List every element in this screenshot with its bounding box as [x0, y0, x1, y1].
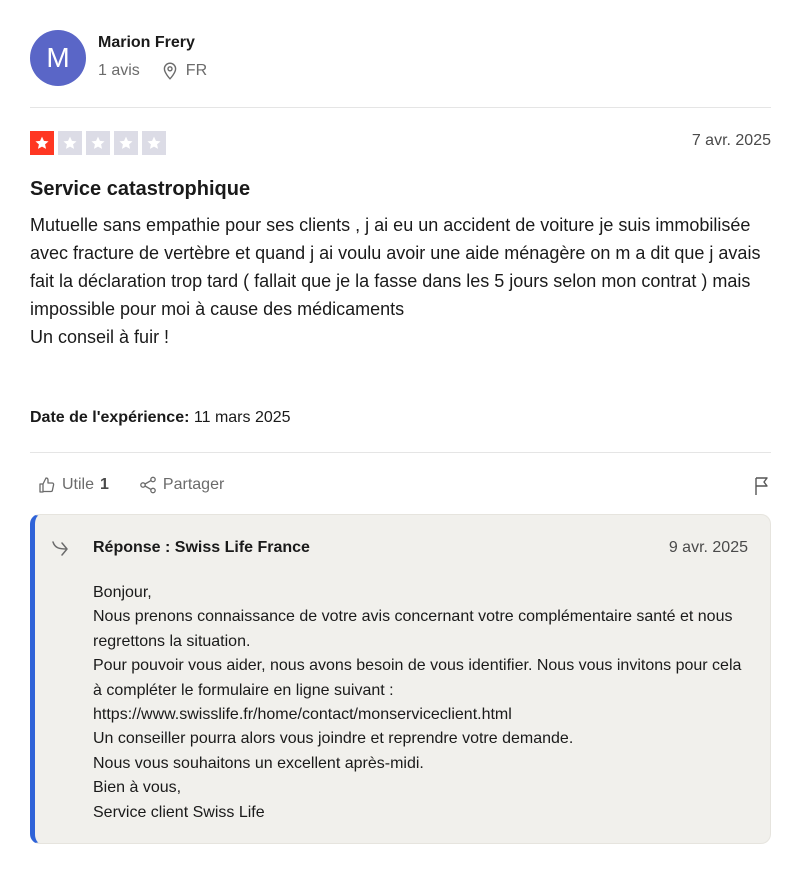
reviewer-name[interactable]: Marion Frery — [98, 34, 195, 51]
reviewer-meta — [98, 62, 207, 80]
reviewer-location — [162, 62, 207, 80]
review-card — [30, 0, 771, 873]
reply-text: Bonjour, Nous prenons connaissance de votre avis concernant votre complémentaire santé et nous regrettons la situation. Pour pouvoir vous aider, nous avons besoin de vous identifier. Nous vous invitons pour cela à compléter le formulaire en ligne suivant : https://www.swisslife.fr/home/contact/monserviceclient.html Un conseiller pourra alors vous joindre et reprendre votre demande. Nous vous souhaitons un excellent après-midi. Bien à vous, Service client Swiss Life — [93, 584, 742, 821]
star-icon — [142, 131, 166, 155]
location-pin-icon — [162, 62, 178, 80]
review-title: Service catastrophique — [30, 178, 251, 200]
star-icon — [114, 131, 138, 155]
review-actions — [38, 476, 254, 494]
reply-header: Réponse : Swiss Life France — [93, 539, 310, 556]
country-code: FR — [185, 62, 208, 79]
experience-label: Date de l'expérience: — [30, 409, 190, 426]
star-icon — [30, 131, 54, 155]
experience-date — [30, 409, 291, 427]
star-icon — [58, 131, 82, 155]
reply-arrow-icon — [51, 539, 75, 557]
review-text: Mutuelle sans empathie pour ses clients , j ai eu un accident de voiture je suis immobilisée avec fracture de vertèbre et quand j ai voulu avoir une aide ménagère on m a dit que j avais fait la déclaration trop tard ( fallait que je la fasse dans les 5 jours selon mon contrat ) mais impossible pour moi à cause des médicaments Un conseil à fuir ! — [30, 215, 761, 347]
share-label: Partager — [162, 476, 225, 493]
report-button[interactable] — [753, 476, 771, 501]
avatar-initial: M — [46, 42, 70, 73]
reviews-count: 1 avis — [98, 62, 140, 79]
divider — [30, 452, 771, 453]
thumbs-up-icon — [38, 476, 56, 494]
flag-icon — [753, 476, 771, 496]
company-reply — [30, 514, 771, 844]
useful-label: Utile — [62, 476, 95, 493]
useful-count: 1 — [100, 476, 109, 493]
experience-value: 11 mars 2025 — [193, 409, 291, 426]
useful-button[interactable] — [38, 476, 109, 494]
avatar[interactable] — [30, 30, 86, 86]
reply-date: 9 avr. 2025 — [668, 539, 748, 556]
star-icon — [86, 131, 110, 155]
divider — [30, 107, 771, 108]
share-button[interactable] — [139, 476, 224, 494]
review-date: 7 avr. 2025 — [691, 132, 771, 149]
share-icon — [139, 476, 157, 494]
star-rating — [30, 131, 170, 155]
